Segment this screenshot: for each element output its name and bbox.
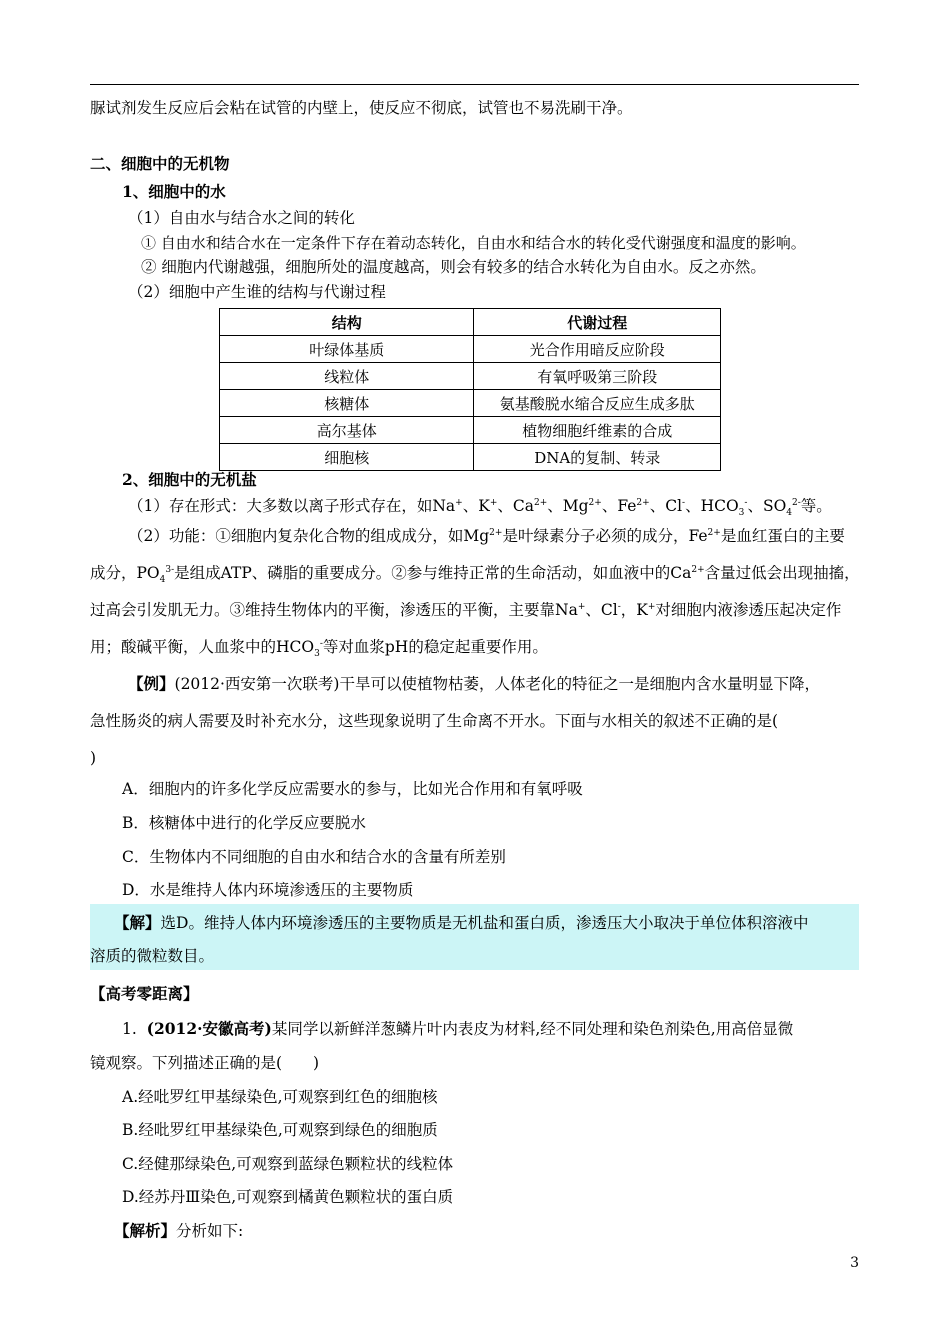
question-1-line-1: 1. (2012·安徽高考)某同学以新鲜洋葱鳞片叶内表皮为材料,经不同处理和染色剂染色,用高倍显微 (122, 1019, 794, 1038)
table-header-cell: 结构 (220, 309, 474, 336)
salt-forms: （1）存在形式：大多数以离子形式存在，如Na+、K+、$Ca^{2+}$、$Mg^{2+}$、$Fe^{2+}$、Cl-、$HCO_3^-$、$SO_4^{2-}$等。 (128, 497, 832, 519)
subsection-salts: 2、细胞中的无机盐 (122, 470, 257, 489)
table-cell: 高尔基体 (220, 417, 474, 444)
example-option-a: A．细胞内的许多化学反应需要水的参与，比如光合作用和有氧呼吸 (122, 780, 583, 798)
table-cell: 线粒体 (220, 363, 474, 390)
example-option-c: C．生物体内不同细胞的自由水和结合水的含量有所差别 (122, 848, 506, 866)
question-1-line-2: 镜观察。下列描述正确的是( ) (90, 1054, 320, 1072)
example-option-b: B．核糖体中进行的化学反应要脱水 (122, 814, 366, 832)
table-row (220, 444, 721, 471)
table-cell: 植物细胞纤维素的合成 (474, 417, 721, 444)
table-row (220, 336, 721, 363)
table-header-cell: 代谢过程 (474, 309, 721, 336)
water-point-1b: ② 细胞内代谢越强，细胞所处的温度越高，则会有较多的结合水转化为自由水。反之亦然。 (141, 258, 766, 276)
table-cell: 有氧呼吸第三阶段 (474, 363, 721, 390)
example-option-d: D．水是维持人体内环境渗透压的主要物质 (122, 881, 414, 899)
salt-function-line-2: 成分，$PO_4^{3-}$是组成ATP、磷脂的重要成分。②参与维持正常的生命活动，如血液中的$Ca^{2+}$含量过低会出现抽搐， (90, 564, 860, 586)
subsection-water: 1、细胞中的水 (122, 182, 226, 201)
table-cell: 核糖体 (220, 390, 474, 417)
answer-line-2: 溶质的微粒数目。 (90, 947, 215, 965)
section-heading: 二、细胞中的无机物 (90, 154, 230, 173)
answer-line-1: 【解】选D。维持人体内环境渗透压的主要物质是无机盐和蛋白质，渗透压大小取决于单位体积溶液中 (114, 913, 809, 932)
table-row (220, 390, 721, 417)
salt-function-line-1: （2）功能：①细胞内复杂化合物的组成成分，如$Mg^{2+}$是叶绿素分子必须的成分，$Fe^{2+}$是血红蛋白的主要 (128, 527, 845, 545)
table-cell: 光合作用暗反应阶段 (474, 336, 721, 363)
analysis-line: 【解析】分析如下: (114, 1221, 244, 1240)
water-point-1a: ① 自由水和结合水在一定条件下存在着动态转化，自由水和结合水的转化受代谢强度和温度的影响。 (141, 234, 806, 252)
example-line-1: 【例】(2012·西安第一次联考)干旱可以使植物枯萎，人体老化的特征之一是细胞内含水量明显下降， (128, 674, 820, 693)
table-row (220, 363, 721, 390)
table-row (220, 417, 721, 444)
table-cell: 氨基酸脱水缩合反应生成多肽 (474, 390, 721, 417)
answer-label: 【解】 (114, 913, 161, 932)
question-1-option-c: C.经健那绿染色,可观察到蓝绿色颗粒状的线粒体 (122, 1155, 454, 1173)
table-header-row (220, 309, 721, 336)
continued-text: 脲试剂发生反应后会粘在试管的内壁上，使反应不彻底，试管也不易洗刷干净。 (90, 99, 633, 117)
water-point-1: （1）自由水与结合水之间的转化 (128, 209, 355, 227)
water-point-2: （2）细胞中产生谁的结构与代谢过程 (128, 283, 386, 301)
page-number: 3 (850, 1255, 859, 1271)
table-cell: DNA的复制、转录 (474, 444, 721, 471)
salt-function-line-3: 过高会引发肌无力。③维持生物体内的平衡，渗透压的平衡，主要靠Na+、Cl-，K+对细胞内液渗透压起决定作 (90, 601, 842, 619)
gaokao-heading: 【高考零距离】 (90, 984, 199, 1003)
salt-function-line-4: 用；酸碱平衡，人血浆中的$HCO_3^-$等对血浆pH的稳定起重要作用。 (90, 638, 548, 660)
analysis-label: 【解析】 (114, 1221, 177, 1240)
example-label: 【例】 (128, 674, 175, 693)
question-1-option-a: A.经吡罗红甲基绿染色,可观察到红色的细胞核 (122, 1088, 438, 1106)
question-1-option-b: B.经吡罗红甲基绿染色,可观察到绿色的细胞质 (122, 1121, 438, 1139)
table-cell: 细胞核 (220, 444, 474, 471)
header-rule (90, 84, 859, 85)
example-line-3: ) (90, 749, 97, 767)
structure-metabolism-table (219, 308, 721, 471)
table-cell: 叶绿体基质 (220, 336, 474, 363)
question-1-option-d: D.经苏丹Ⅲ染色,可观察到橘黄色颗粒状的蛋白质 (122, 1188, 454, 1206)
example-line-2: 急性肠炎的病人需要及时补充水分，这些现象说明了生命离不开水。下面与水相关的叙述不正确的是( (90, 712, 779, 730)
